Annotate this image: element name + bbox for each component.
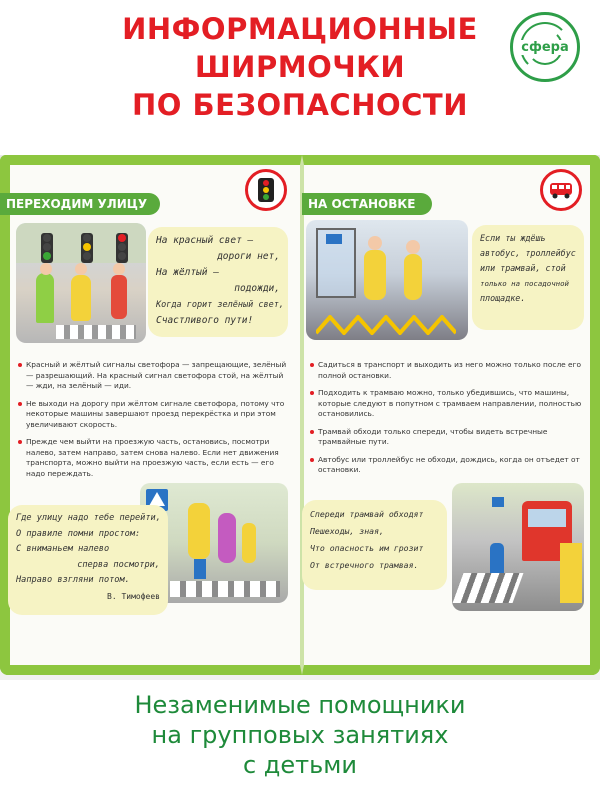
poem-line: От встречного трамвая. [310, 560, 419, 570]
title-line-3: ПО БЕЗОПАСНОСТИ [132, 88, 468, 122]
list-item: Трамвай обходи только спереди, чтобы видеть встречные трамвайные пути. [310, 427, 582, 448]
poem-line: На жёлтый — [156, 267, 219, 278]
logo-text: сфера [521, 39, 569, 55]
list-item: Красный и жёлтый сигналы светофора — запрещающие, зелёный — разрешающий. На красный сигнал светофора стой, на жёлтый — жди, на зелёный — иди. [18, 360, 290, 392]
left-poem-2 [8, 505, 168, 615]
poem-line: или трамвай, стой [480, 263, 566, 273]
right-page [302, 155, 600, 675]
traffic-light-icon [245, 169, 287, 211]
right-bullet-list [310, 360, 582, 483]
poem-line: дороги нет, [217, 251, 280, 262]
poem-line: автобус, троллейбус [480, 248, 576, 258]
footer-text [0, 690, 600, 780]
poem-line: Счастливого пути! [156, 315, 254, 326]
list-item: Садиться в транспорт и выходить из него можно только после его полной остановки. [310, 360, 582, 381]
bus-stop-illustration [306, 220, 468, 340]
left-banner: ПЕРЕХОДИМ УЛИЦУ [0, 193, 160, 215]
left-page [0, 155, 302, 675]
list-item: Подходить к трамваю можно, только убедившись, что машины, которые следуют в попутном с трамваем направлении, полностью остановились. [310, 388, 582, 420]
footer-line-1: Незаменимые помощники [134, 691, 466, 719]
poem-line: только на посадочной [480, 279, 569, 288]
poem-line: Если ты ждёшь [480, 233, 546, 243]
right-banner: НА ОСТАНОВКЕ [302, 193, 432, 215]
title-line-2: ШИРМОЧКИ [194, 50, 406, 84]
list-item: Автобус или троллейбус не обходи, дождись, когда он отъедет от остановки. [310, 455, 582, 476]
poem-line: Что опасность им грозит [310, 543, 424, 553]
right-poem-1 [472, 225, 584, 330]
poem-line: Направо взгляни потом. [16, 575, 130, 585]
list-item: Не выходи на дорогу при жёлтом сигнале светофора, потому что некоторые машины завершают проезд перекрёстка и при этом увеличивают скорость. [18, 399, 290, 431]
bus-icon [540, 169, 582, 211]
title-line-1: ИНФОРМАЦИОННЫЕ [122, 12, 478, 46]
crossing-illustration [16, 223, 146, 343]
right-poem-2 [302, 500, 447, 590]
page-title [0, 10, 600, 124]
poem-line: С вниманьем налево [16, 544, 110, 554]
tram-illustration [452, 483, 584, 611]
sfera-logo [510, 12, 580, 82]
footer-line-3: с детьми [242, 751, 357, 779]
poem-line: На красный свет — [156, 235, 254, 246]
poem-author: В. Тимофеев [107, 591, 160, 601]
poem-line: Когда горит зелёный свет, [156, 300, 284, 310]
left-bullet-list [18, 360, 290, 486]
footer-line-2: на групповых занятиях [151, 721, 449, 749]
poem-line: Спереди трамвай обходят [310, 509, 424, 519]
poem-line: площадке. [480, 293, 526, 303]
booklet [0, 155, 600, 680]
list-item: Прежде чем выйти на проезжую часть, остановись, посмотри налево, затем направо, затем снова налево. Если нет движения транспорта, можно выйти на проезжую часть, если есть — его надо переждать. [18, 437, 290, 479]
left-poem-1 [148, 227, 288, 337]
poem-line: сперва посмотри, [77, 559, 160, 570]
poem-line: Где улицу надо тебе перейти, [16, 513, 161, 523]
poem-line: подожди, [234, 283, 280, 294]
poem-line: О правиле помни простом: [16, 528, 141, 539]
poem-line: Пешеходы, зная, [310, 526, 384, 536]
